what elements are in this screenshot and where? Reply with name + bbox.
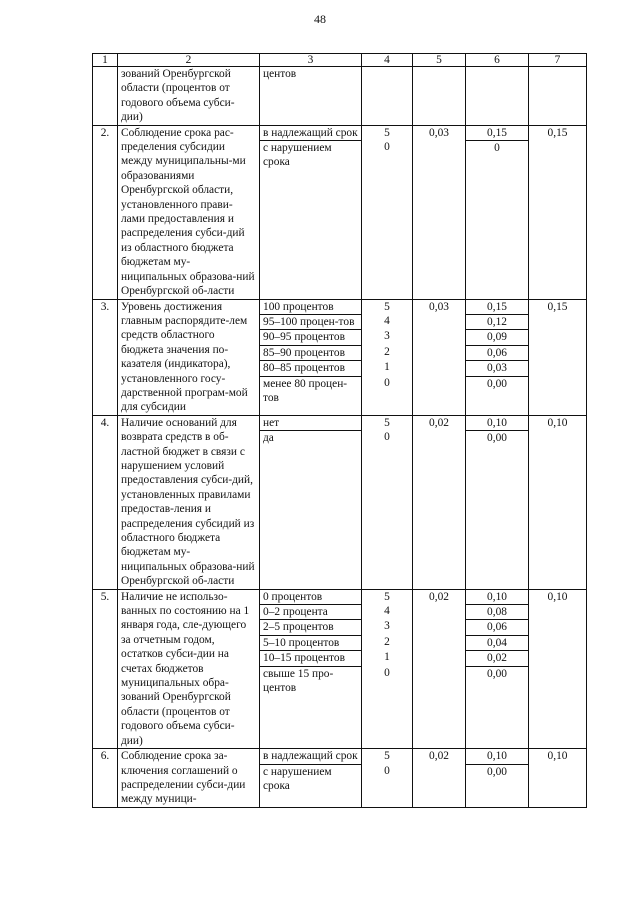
scores-cell	[362, 589, 413, 748]
condition-value: 0,03	[466, 360, 528, 375]
condition-score	[362, 67, 412, 81]
scores-cell	[362, 299, 413, 415]
condition-value: 0,10	[487, 416, 507, 429]
condition-label: 0–2 процента	[260, 604, 361, 619]
total-value: 0,15	[529, 125, 587, 299]
condition-value: 0,04	[466, 635, 528, 650]
conditions-cell	[260, 415, 362, 589]
condition-score: 5	[384, 416, 390, 429]
row-number	[93, 67, 118, 126]
conditions-cell	[260, 299, 362, 415]
scores-cell	[362, 67, 413, 126]
condition-label: 90–95 процентов	[260, 329, 361, 344]
criterion-text: зований Оренбургской области (процентов от годового объема субси-дии)	[118, 67, 260, 126]
condition-value: 0,15	[487, 300, 507, 313]
condition-score: 5	[384, 300, 390, 313]
conditions-cell	[260, 749, 362, 808]
condition-score: 0	[384, 141, 390, 154]
condition-label: менее 80 процен-тов	[260, 376, 361, 406]
condition-score: 5	[384, 750, 390, 763]
row-number: 2.	[93, 125, 118, 299]
condition-label: 10–15 процентов	[260, 650, 361, 665]
condition-score: 0	[384, 666, 390, 679]
condition-value: 0,06	[466, 619, 528, 634]
values-cell	[466, 67, 529, 126]
table-body	[93, 67, 587, 808]
table-row	[93, 125, 587, 299]
condition-value: 0,10	[487, 590, 507, 603]
condition-label: с нарушением срока	[260, 140, 361, 170]
condition-score: 0	[384, 431, 390, 444]
col-header-2: 2	[118, 54, 260, 67]
condition-label: свыше 15 про-центов	[260, 666, 361, 696]
condition-value: 0,10	[487, 750, 507, 763]
scores-cell	[362, 749, 413, 808]
condition-value: 0,08	[466, 604, 528, 619]
weight-value: 0,02	[413, 749, 466, 808]
condition-label: в надлежащий срок	[263, 126, 358, 139]
col-header-5: 5	[413, 54, 466, 67]
scores-cell	[362, 415, 413, 589]
total-value: 0,15	[529, 299, 587, 415]
weight-value: 0,03	[413, 125, 466, 299]
table-row	[93, 589, 587, 748]
total-value: 0,10	[529, 589, 587, 748]
total-value: 0,10	[529, 749, 587, 808]
condition-value	[466, 67, 528, 81]
condition-score: 3	[384, 330, 390, 343]
table-row	[93, 749, 587, 808]
condition-label: 0 процентов	[263, 590, 323, 603]
row-number: 4.	[93, 415, 118, 589]
total-value: 0,10	[529, 415, 587, 589]
criterion-text: Наличие оснований для возврата средств в об-ластной бюджет в связи с нарушением условий предоставления субси-дий, установленных правилами предостав-ления и распределения субсидий из областного бюджета бюджетам му-ниципальных образова-ний Оренбургской об-ласти	[118, 415, 260, 589]
table-row	[93, 299, 587, 415]
condition-value: 0	[466, 140, 528, 170]
values-cell	[466, 299, 529, 415]
condition-value: 0,00	[466, 430, 528, 445]
condition-score: 4	[384, 605, 390, 618]
condition-label: центов	[263, 68, 297, 80]
condition-value: 0,00	[466, 666, 528, 696]
col-header-1: 1	[93, 54, 118, 67]
conditions-cell	[260, 67, 362, 126]
criterion-text: Соблюдение срока за-ключения соглашений о распределении субси-дии между муници-	[118, 749, 260, 808]
condition-label: 80–85 процентов	[260, 360, 361, 375]
condition-value: 0,02	[466, 650, 528, 665]
total-value	[529, 67, 587, 126]
values-cell	[466, 415, 529, 589]
condition-score: 5	[384, 126, 390, 139]
condition-score: 0	[384, 764, 390, 777]
condition-value: 0,00	[466, 376, 528, 406]
values-cell	[466, 749, 529, 808]
condition-label: 95–100 процен-тов	[260, 314, 361, 329]
condition-value: 0,09	[466, 329, 528, 344]
col-header-3: 3	[260, 54, 362, 67]
criterion-text: Наличие не использо-ванных по состоянию на 1 января года, сле-дующего за отчетным годом, остатков субси-дии на счетах бюджетов муниципальных обра-зований Оренбургской области (процентов от годового объема субси-дии)	[118, 589, 260, 748]
condition-value: 0,12	[466, 314, 528, 329]
row-number: 6.	[93, 749, 118, 808]
header-row	[93, 54, 587, 67]
table-row	[93, 415, 587, 589]
condition-score: 4	[384, 314, 390, 327]
col-header-6: 6	[466, 54, 529, 67]
condition-label: 100 процентов	[263, 300, 334, 313]
criteria-table	[92, 53, 587, 808]
weight-value: 0,02	[413, 589, 466, 748]
criterion-text: Соблюдение срока рас-пределения субсидии между муниципальны-ми образованиями Оренбургской области, установленного прави-лами предоставления и распределения субси-дий из областного бюджета бюджетам му-ниципальных образова-ний Оренбургской об-ласти	[118, 125, 260, 299]
condition-label: да	[260, 430, 361, 445]
criterion-text: Уровень достижения главным распорядите-лем средств областного бюджета значения по-казателя (индикатора), установленного госу-дарственной програм-мой для субсидии	[118, 299, 260, 415]
condition-label: 5–10 процентов	[260, 635, 361, 650]
condition-label: нет	[263, 416, 280, 429]
condition-score: 0	[384, 376, 390, 389]
condition-score: 1	[384, 651, 390, 664]
page-number: 48	[314, 12, 326, 26]
condition-label: в надлежащий срок	[263, 750, 358, 763]
conditions-cell	[260, 125, 362, 299]
table-row	[93, 67, 587, 126]
conditions-cell	[260, 589, 362, 748]
col-header-4: 4	[362, 54, 413, 67]
condition-label: 85–90 процентов	[260, 345, 361, 360]
condition-value: 0,00	[466, 764, 528, 794]
condition-score: 5	[384, 590, 390, 603]
row-number: 3.	[93, 299, 118, 415]
col-header-7: 7	[529, 54, 587, 67]
weight-value: 0,03	[413, 299, 466, 415]
condition-value: 0,06	[466, 345, 528, 360]
condition-value: 0,15	[487, 126, 507, 139]
condition-score: 3	[384, 620, 390, 633]
condition-label: с нарушением срока	[260, 764, 361, 794]
row-number: 5.	[93, 589, 118, 748]
values-cell	[466, 125, 529, 299]
values-cell	[466, 589, 529, 748]
condition-score: 1	[384, 361, 390, 374]
condition-label: 2–5 процентов	[260, 619, 361, 634]
scores-cell	[362, 125, 413, 299]
weight-value	[413, 67, 466, 126]
condition-score: 2	[384, 635, 390, 648]
condition-score: 2	[384, 345, 390, 358]
weight-value: 0,02	[413, 415, 466, 589]
